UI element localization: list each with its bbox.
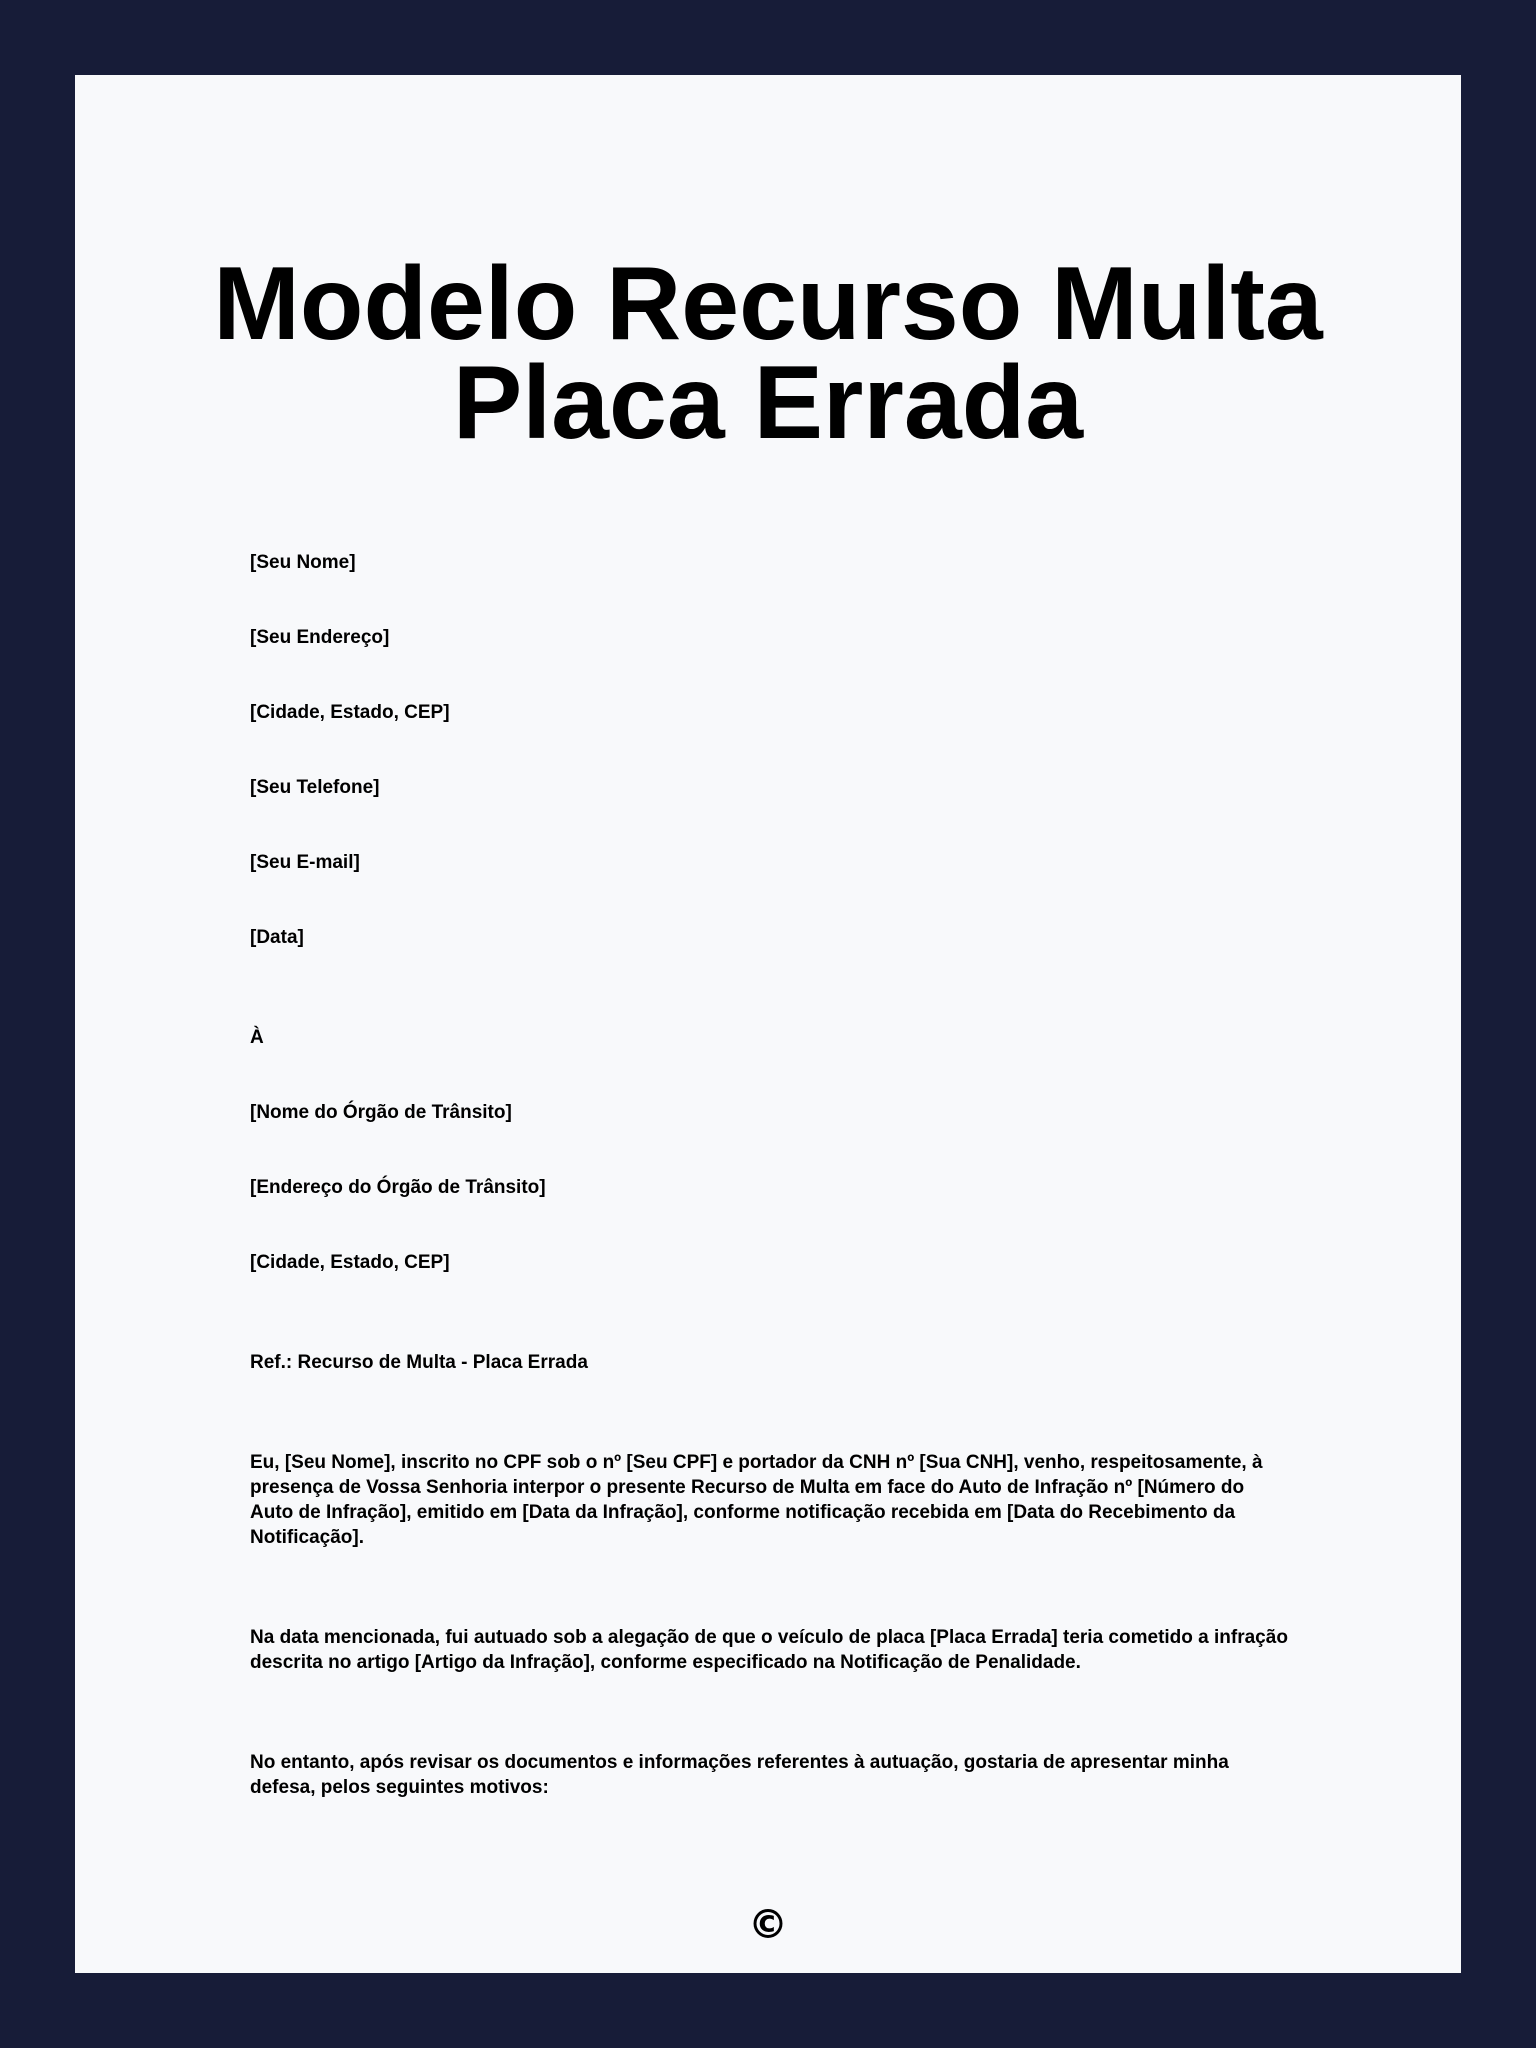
sender-address: [Seu Endereço] (250, 627, 390, 648)
sender-city-state-zip: [Cidade, Estado, CEP] (250, 702, 450, 723)
recipient-city-state-zip: [Cidade, Estado, CEP] (250, 1252, 450, 1273)
sender-email: [Seu E-mail] (250, 852, 360, 873)
document-title: Modelo Recurso Multa Placa Errada (213, 246, 1323, 461)
copyright-icon: © (748, 1902, 788, 1948)
sender-name: [Seu Nome] (250, 552, 356, 573)
recipient-salutation: À (250, 1027, 264, 1048)
reference-line: Ref.: Recurso de Multa - Placa Errada (250, 1352, 588, 1373)
recipient-agency-name: [Nome do Órgão de Trânsito] (250, 1102, 512, 1123)
document-page (75, 75, 1461, 1973)
paragraph-defense: No entanto, após revisar os documentos e informações referentes à autuação, gostaria de apresentar minha defesa, pelos seguintes motivos: (250, 1752, 1229, 1798)
paragraph-facts: Na data mencionada, fui autuado sob a alegação de que o veículo de placa [Placa Errada] teria cometido a infração descrita no artigo [Artigo da Infração], conforme especificado na Notificação de Penalidade. (250, 1627, 1288, 1673)
letter-date: [Data] (250, 927, 304, 948)
paragraph-introduction: Eu, [Seu Nome], inscrito no CPF sob o nº [Seu CPF] e portador da CNH nº [Sua CNH], venho, respeitosamente, à presença de Vossa Senhoria interpor o presente Recurso de Multa em face do Auto de Infração nº [Número do Auto de Infração], emitido em [Data da Infração], conforme notificação recebida em [Data do Recebimento da Notificação]. (250, 1452, 1263, 1548)
recipient-agency-address: [Endereço do Órgão de Trânsito] (250, 1177, 546, 1198)
sender-phone: [Seu Telefone] (250, 777, 380, 798)
